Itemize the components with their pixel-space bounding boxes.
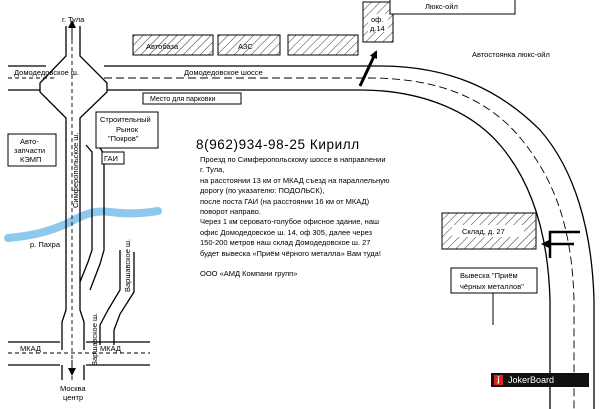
route-line: 150-200 метров наш склад Домодедовское ш. 27 — [200, 238, 371, 248]
jokerboard-logo-icon: j — [494, 375, 503, 385]
label-autoparts-1: Авто- — [20, 137, 39, 146]
office-arrow — [360, 52, 376, 86]
label-domodedovo-main: Домодедовское шоссе — [184, 68, 263, 77]
route-line: дорогу (по указателю: ПОДОЛЬСК), — [200, 186, 325, 196]
label-autoparts-2: запчасти — [14, 146, 46, 155]
label-market-3: "Покров" — [108, 134, 139, 143]
route-line: офис Домодедовское ш. 14, оф 305, далее через — [200, 227, 373, 237]
route-line: на расстоянии 13 км от МКАД съезд на параллельную — [200, 175, 390, 185]
label-gai: ГАИ — [104, 154, 118, 163]
jokerboard-watermark — [491, 373, 589, 387]
road-to-moscow — [62, 365, 84, 380]
label-market-1: Строительный — [100, 115, 151, 124]
gas-station-canopy — [288, 35, 358, 55]
phone-number: 8(962)934-98-25 Кирилл — [196, 137, 360, 152]
route-description — [200, 155, 440, 279]
label-sign-2: чёрных металлов" — [460, 282, 524, 291]
river-pakhra — [8, 211, 158, 238]
label-warsaw-upper: Варшавское ш. — [123, 238, 132, 292]
route-line: поворот направо. — [200, 207, 261, 217]
label-river: р. Пахра — [30, 240, 60, 249]
label-center: центр — [63, 393, 84, 402]
label-luxe-oil: Люкс-ойл — [425, 2, 458, 11]
label-autoparts-3: КЭМП — [20, 155, 42, 164]
label-sign-1: Вывеска "Приём — [460, 271, 518, 280]
label-market-2: Рынок — [116, 125, 138, 134]
label-office-number: д.14 — [370, 24, 385, 33]
route-line: Проезд по Симферопольскому шоссе в направлении — [200, 155, 386, 164]
label-tula: г. Тула — [62, 15, 85, 24]
route-line: после поста ГАИ (на расстоянии 16 км от МКАД) — [200, 196, 370, 206]
company-name: ООО «АМД Компани групп» — [200, 269, 298, 279]
route-line: Через 1 км серовато-голубое офисное здание, наш — [200, 217, 380, 227]
label-parking-place: Место для парковки — [150, 96, 216, 103]
label-warehouse: Склад, д. 27 — [462, 227, 505, 236]
label-moscow: Москва — [60, 384, 86, 393]
label-mkad-left: МКАД — [20, 344, 41, 353]
warehouse-arrows — [543, 232, 580, 258]
route-line: будет вывеска «Приём чёрного металла» Вам туда! — [200, 248, 381, 258]
label-office: оф. — [371, 15, 384, 24]
label-warsaw-lower: Варшавское ш. — [90, 312, 99, 366]
route-line: г. Тула, — [200, 165, 225, 175]
label-simferopol: Симферопольское ш. — [71, 132, 80, 208]
label-domodedovo-left: Домодедовское ш. — [14, 68, 79, 77]
label-azs: АЗС — [238, 42, 253, 51]
label-avtobaza: Автобаза — [146, 42, 179, 51]
jokerboard-name: JokerBoard — [508, 375, 555, 385]
label-mkad-right: МКАД — [100, 344, 121, 353]
label-parking: Автостоянка люкс-ойл — [472, 50, 550, 59]
